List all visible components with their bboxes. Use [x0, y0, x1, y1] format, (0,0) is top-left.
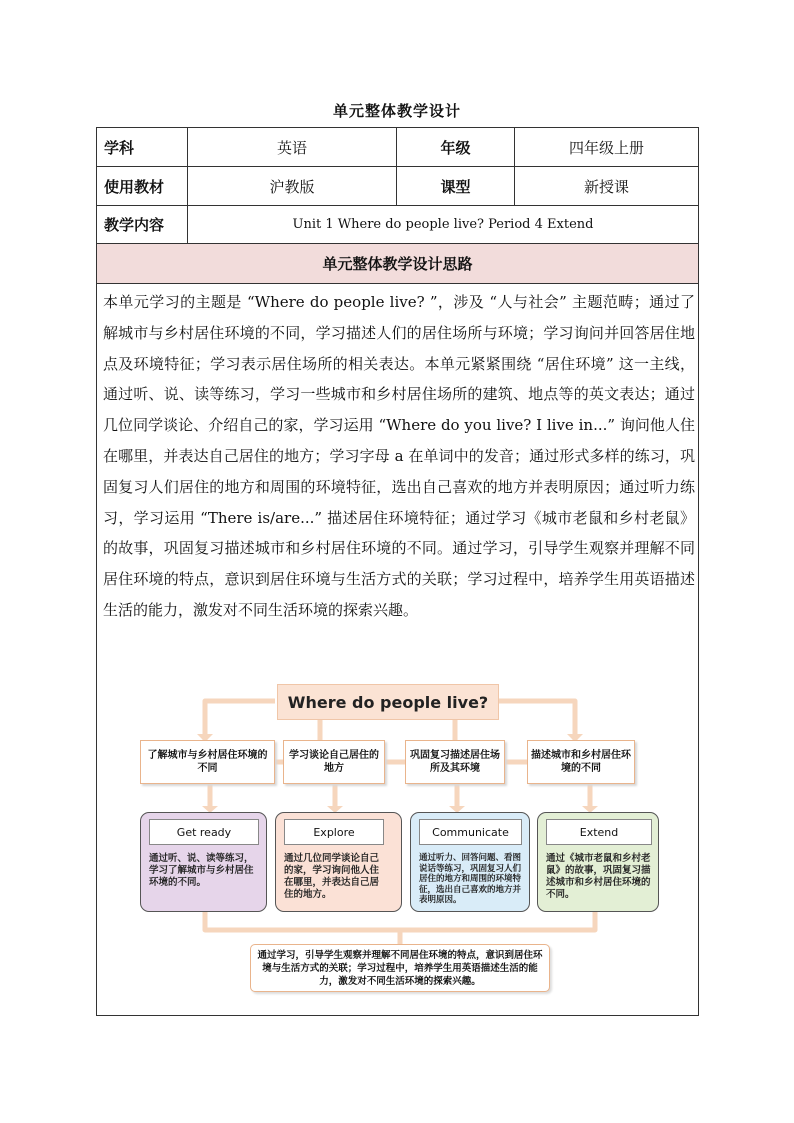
table-row-textbook	[97, 167, 698, 206]
stage-desc-extend: 通过《城市老鼠和乡村老鼠》的故事，巩固复习描述城市和乡村居住环境的不同。	[546, 853, 651, 900]
textbook-value: 沪教版	[187, 167, 396, 205]
content-value: Unit 1 Where do people live? Period 4 Extend	[187, 206, 698, 243]
goal-box-3: 巩固复习描述居住场所及其环境	[405, 740, 505, 784]
textbook-label: 使用教材	[104, 177, 165, 196]
goal-box-2: 学习谈论自己居住的地方	[283, 740, 385, 784]
stage-card-get-ready	[140, 812, 267, 912]
subject-label: 学科	[104, 138, 135, 157]
stage-card-communicate	[410, 812, 530, 912]
stage-tab-extend: Extend	[546, 819, 652, 845]
content-label: 教学内容	[104, 216, 165, 234]
stage-card-explore	[275, 812, 402, 912]
subject-value: 英语	[187, 128, 396, 166]
grade-label: 年级	[396, 128, 514, 166]
stage-tab-communicate: Communicate	[419, 819, 522, 845]
stage-desc-get-ready: 通过听、说、读等练习，学习了解城市与乡村居住环境的不同。	[149, 853, 254, 888]
stage-card-extend	[537, 812, 659, 912]
grade-value: 四年级上册	[514, 128, 698, 166]
diagram-summary-box: 通过学习，引导学生观察并理解不同居住环境的特点，意识到居住环境与生活方式的关联；学习过程中，培养学生用英语描述生活的能力，激发对不同生活环境的探索兴趣。	[250, 944, 550, 992]
lesson-type-value: 新授课	[514, 167, 698, 205]
unit-flow-diagram	[135, 682, 665, 1000]
goal-box-4: 描述城市和乡村居住环境的不同	[527, 740, 635, 784]
table-row-content	[97, 206, 698, 244]
table-row-subject	[97, 128, 698, 167]
lesson-type-label: 课型	[396, 167, 514, 205]
design-rationale-text	[103, 287, 695, 626]
section-heading: 单元整体教学设计思路	[322, 255, 473, 273]
section-heading-row	[97, 244, 698, 284]
stage-tab-explore: Explore	[284, 819, 384, 845]
goal-box-1: 了解城市与乡村居住环境的不同	[140, 740, 275, 784]
document-title: 单元整体教学设计	[332, 102, 461, 120]
diagram-title-box: Where do people live?	[277, 684, 499, 720]
stage-desc-communicate: 通过听力、回答问题、看图说话等练习，巩固复习人们居住的地方和周围的环境特征，选出自己喜欢的地方并表明原因。	[419, 853, 522, 905]
rationale-paragraph: 本单元学习的主题是 “Where do people live? ”，涉及 “人与社会” 主题范畴；通过了解城市与乡村居住环境的不同，学习描述人们的居住场所与环境；学习询问并回答居住地点及环境特征；学习表示居住场所的相关表达。本单元紧紧围绕 “居住环境” 这一主线，通过听、说、读等练习，学习一些城市和乡村居住场所的建筑、地点等的英文表达；通过几位同学谈论、介绍自己的家，学习运用 “Where do you live? I live in...” 询问他人住在哪里，并表达自己居住的地方；学习字母 a 在单词中的发音；通过形式多样的练习，巩固复习人们居住的地方和周围的环境特征，选出自己喜欢的地方并表明原因；通过听力练习，学习运用 “There is/are...” 描述居住环境特征；通过学习《城市老鼠和乡村老鼠》的故事，巩固复习描述城市和乡村居住环境的不同。通过学习，引导学生观察并理解不同居住环境的特点，意识到居住环境与生活方式的关联；学习过程中，培养学生用英语描述生活的能力，激发对不同生活环境的探索兴趣。	[103, 293, 695, 619]
stage-desc-explore: 通过几位同学谈论自己的家，学习询问他人住在哪里，并表达自己居住的地方。	[284, 853, 380, 900]
stage-tab-get-ready: Get ready	[149, 819, 259, 845]
